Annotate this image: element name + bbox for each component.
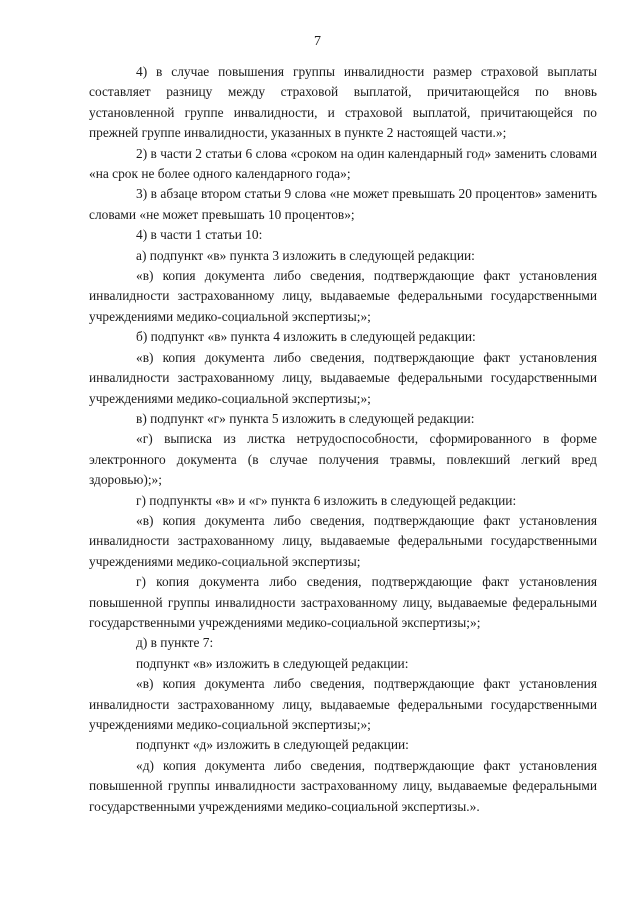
paragraph: 4) в части 1 статьи 10:: [136, 227, 263, 243]
paragraph: б) подпункт «в» пункта 4 изложить в следующей редакции:: [136, 329, 476, 345]
paragraph: «д) копия документа либо сведения, подтверждающие факт установления повышенной группы инвалидности застрахованному лицу, выдаваемые федеральными государственными учреждениями медико-социальной экспертизы.».: [89, 757, 597, 814]
paragraph: «в) копия документа либо сведения, подтверждающие факт установления инвалидности застрахованному лицу, выдаваемые федеральными государственными учреждениями медико-социальной экспертизы;»;: [89, 676, 597, 732]
paragraph: а) подпункт «в» пункта 3 изложить в следующей редакции:: [136, 247, 475, 263]
paragraph: 3) в абзаце втором статьи 9 слова «не может превышать 20 процентов» заменить словами «не может превышать 10 процентов»;: [89, 186, 597, 222]
paragraph: 2) в части 2 статьи 6 слова «сроком на один календарный год» заменить словами «на срок не более одного календарного года»;: [89, 145, 597, 182]
paragraph: подпункт «в» изложить в следующей редакции:: [136, 655, 409, 671]
paragraph: «в) копия документа либо сведения, подтверждающие факт установления инвалидности застрахованному лицу, выдаваемые федеральными государственными учреждениями медико-социальной экспертизы;: [89, 512, 597, 569]
paragraph: 4) в случае повышения группы инвалидности размер страховой выплаты составляет разницу между страховой выплатой, причитающейся по вновь установленной группе инвалидности, и страховой выплатой, причитающейся по прежней группе инвалидности, указанных в пункте 2 настоящей части.»;: [89, 64, 597, 141]
paragraph: г) копия документа либо сведения, подтверждающие факт установления повышенной группы инвалидности застрахованному лицу, выдаваемые федеральными государственными учреждениями медико-социальной экспертизы;»;: [89, 574, 597, 630]
page-number: 7: [314, 34, 321, 49]
paragraph: г) подпункты «в» и «г» пункта 6 изложить в следующей редакции:: [136, 492, 517, 508]
paragraph: «в) копия документа либо сведения, подтверждающие факт установления инвалидности застрахованному лицу, выдаваемые федеральными государственными учреждениями медико-социальной экспертизы;»;: [89, 349, 597, 406]
paragraph: подпункт «д» изложить в следующей редакции:: [136, 737, 409, 753]
paragraph: в) подпункт «г» пункта 5 изложить в следующей редакции:: [136, 410, 475, 426]
paragraph: «в) копия документа либо сведения, подтверждающие факт установления инвалидности застрахованному лицу, выдаваемые федеральными государственными учреждениями медико-социальной экспертизы;»;: [89, 268, 597, 324]
paragraph: д) в пункте 7:: [136, 635, 214, 651]
paragraph: «г) выписка из листка нетрудоспособности, сформированного в форме электронного документа (в случае получения травмы, повлекший легкий вред здоровью);»;: [89, 431, 597, 488]
document-body: [89, 62, 597, 817]
